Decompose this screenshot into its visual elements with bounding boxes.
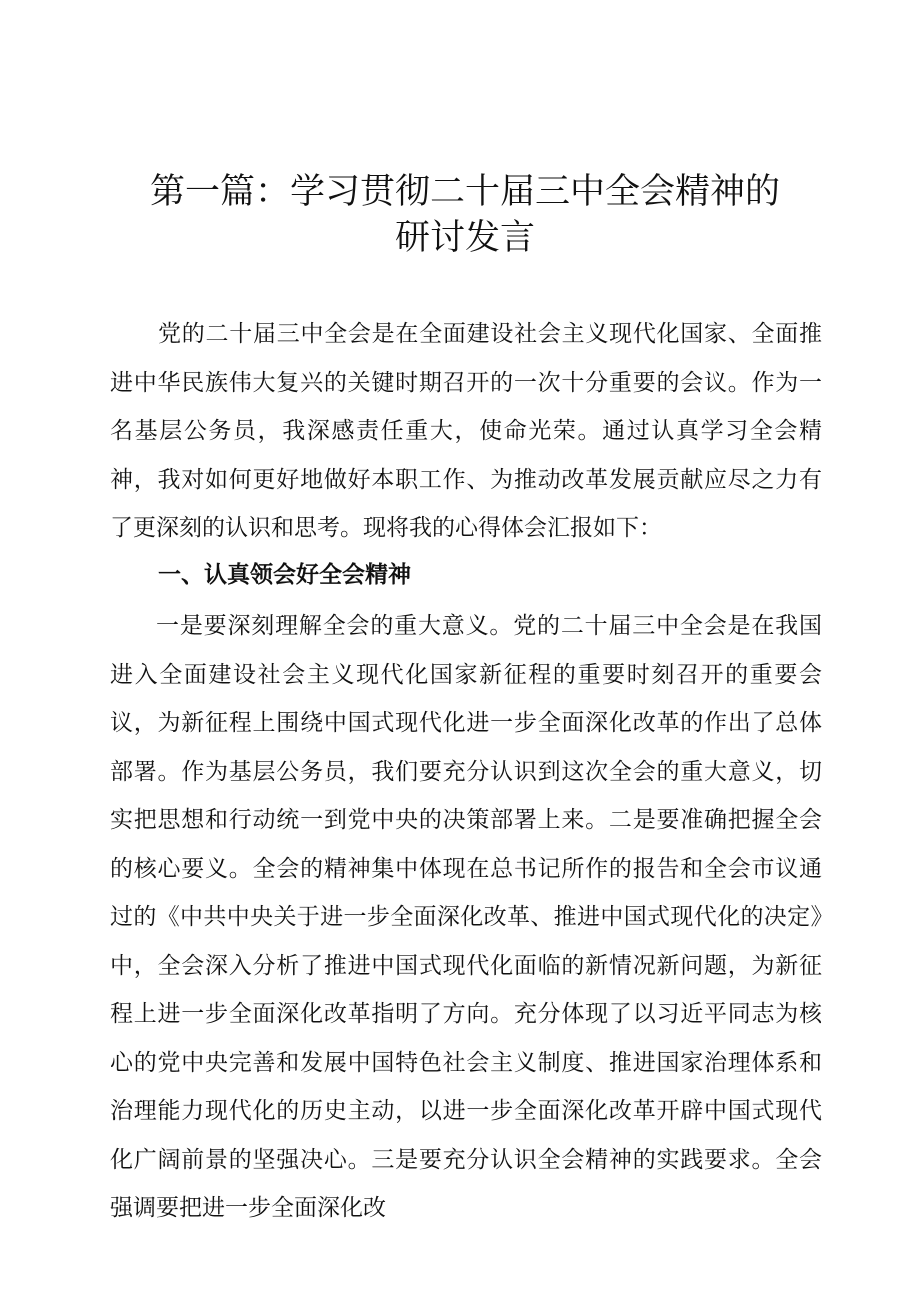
section-heading-1: 一、认真领会好全会精神 <box>158 562 411 588</box>
document-title-line-1: 第一篇：学习贯彻二十届三中全会精神的 <box>149 172 780 212</box>
document-title-line-2: 研讨发言 <box>394 218 535 258</box>
intro-paragraph: 党的二十届三中全会是在全面建设社会主义现代化国家、全面推进中华民族伟大复兴的关键时期召开的一次十分重要的会议。作为一名基层公务员，我深感责任重大，使命光荣。通过认真学习全会精神，我对如何更好地做好本职工作、为推动改革发展贡献应尽之力有了更深刻的认识和思考。现将我的心得体会汇报如下： <box>110 321 822 541</box>
section-1-paragraph: 一是要深刻理解全会的重大意义。党的二十届三中全会是在我国进入全面建设社会主义现代化国家新征程的重要时刻召开的重要会议，为新征程上围绕中国式现代化进一步全面深化改革的作出了总体部署。作为基层公务员，我们要充分认识到这次全会的重大意义，切实把思想和行动统一到党中央的决策部署上来。二是要准确把握全会的核心要义。全会的精神集中体现在总书记所作的报告和全会市议通过的《中共中央关于进一步全面深化改革、推进中国式现代化的决定》中，全会深入分析了推进中国式现代化面临的新情况新问题，为新征程上进一步全面深化改革指明了方向。充分体现了以习近平同志为核心的党中央完善和发展中国特色社会主义制度、推进国家治理体系和治理能力现代化的历史主动，以进一步全面深化改革开辟中国式现代化广阔前景的坚强决心。三是要充分认识全会精神的实践要求。全会强调要把进一步全面深化改 <box>110 613 822 1221</box>
